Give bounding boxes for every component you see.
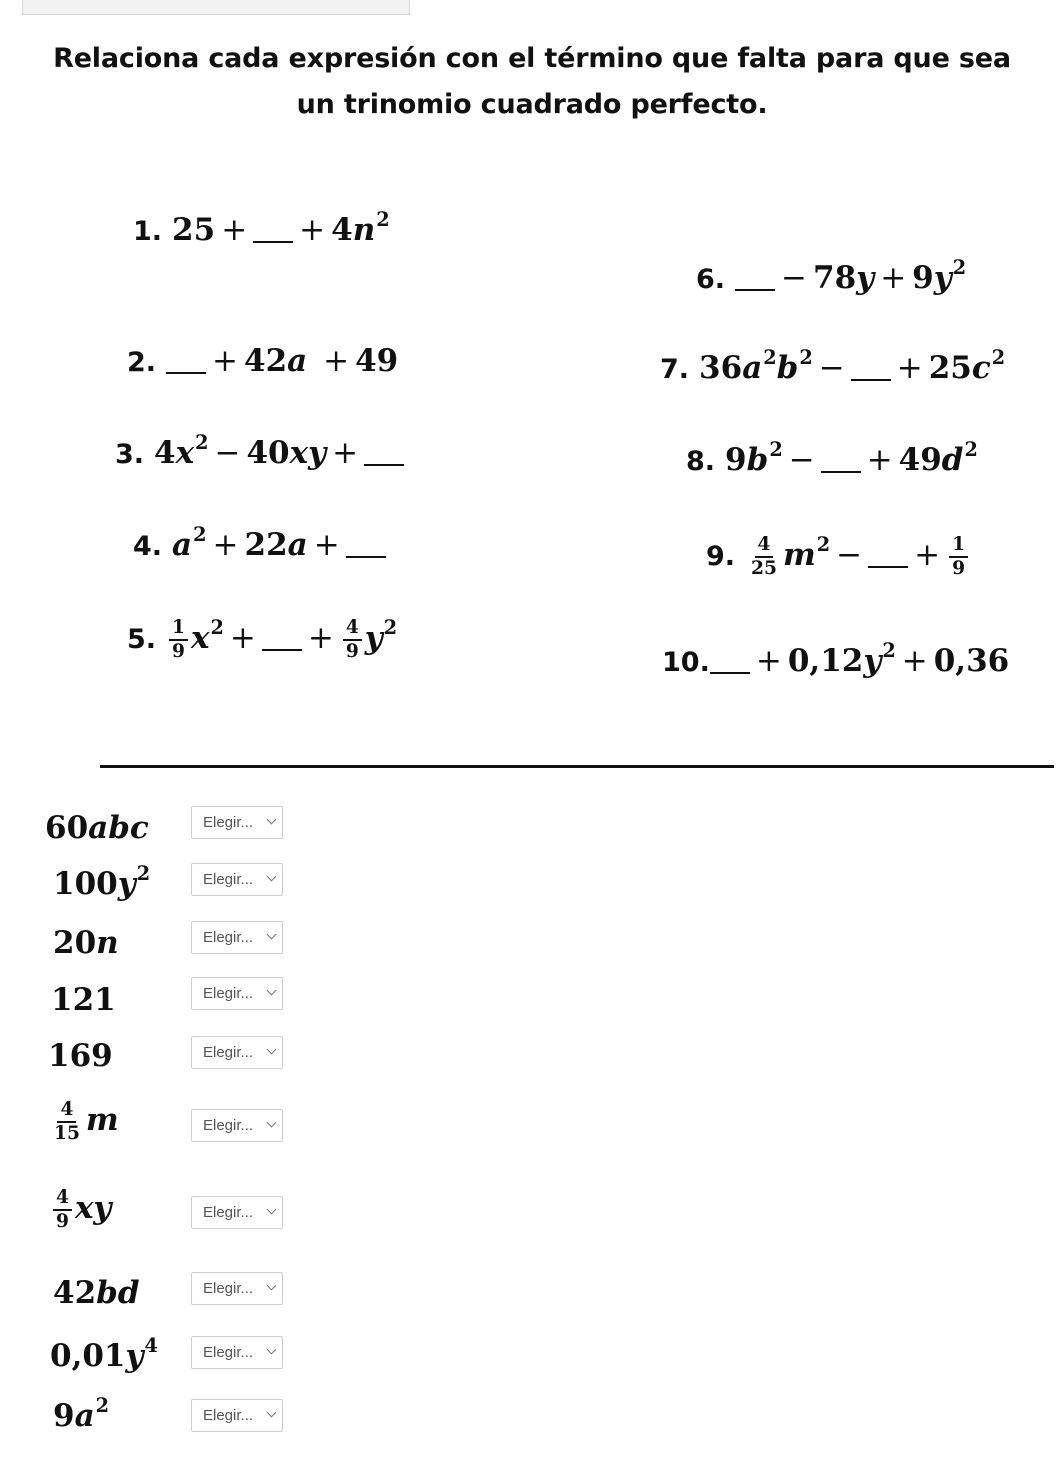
exercise-number: 8. — [686, 446, 716, 477]
instructions-title: Relaciona cada expresión con el término que falta para que sea un trinomio cuadrado perfecto. — [53, 43, 1011, 120]
select-value: Elegir... — [203, 1280, 254, 1297]
exercise-number: 1. — [133, 216, 163, 247]
exercise-number: 2. — [127, 347, 157, 378]
chevron-down-icon — [267, 872, 277, 882]
answer-select-9[interactable] — [191, 1336, 283, 1369]
answer-term-9: $0,01y^4$ — [50, 1333, 158, 1374]
select-value: Elegir... — [203, 1344, 254, 1361]
exercise-8: 8. $9b^2$ − + $49d^2$ — [686, 437, 978, 478]
answer-term-6: $\frac{4}{15}$ m — [54, 1099, 119, 1144]
select-value: Elegir... — [203, 1204, 254, 1221]
answer-blank — [735, 289, 775, 291]
answer-select-8[interactable] — [191, 1272, 283, 1305]
answer-blank — [710, 672, 750, 674]
exercise-number: 10. — [662, 647, 710, 678]
chevron-down-icon — [267, 815, 277, 825]
answer-blank — [851, 379, 891, 381]
chevron-down-icon — [267, 1281, 277, 1291]
select-value: Elegir... — [203, 1407, 254, 1424]
answer-term-1: 60abc — [45, 810, 149, 846]
answer-blank — [253, 241, 293, 243]
answer-term-5: 169 — [48, 1038, 113, 1074]
chevron-down-icon — [267, 1045, 277, 1055]
exercise-number: 7. — [660, 354, 690, 385]
answer-blank — [166, 372, 206, 374]
select-value: Elegir... — [203, 1044, 254, 1061]
exercise-5: 5. $\frac{1}{9}$ $x^2$ + + $\frac{4}{9}$ $y^2$ — [127, 615, 398, 662]
select-value: Elegir... — [203, 929, 254, 946]
top-toolbar-strip — [22, 0, 410, 15]
chevron-down-icon — [267, 1345, 277, 1355]
select-value: Elegir... — [203, 1117, 254, 1134]
chevron-down-icon — [267, 1118, 277, 1128]
chevron-down-icon — [267, 930, 277, 940]
exercise-number: 9. — [706, 541, 736, 573]
exercise-4: 4. $a^2 + 22a$ + — [133, 527, 386, 563]
answer-term-3: 20n — [53, 925, 119, 961]
select-value: Elegir... — [203, 985, 254, 1002]
exercise-3: 3. $4x^2 - 40xy$ + — [115, 435, 404, 471]
section-divider — [100, 765, 1054, 768]
answer-blank — [262, 649, 302, 651]
answer-select-7[interactable] — [191, 1196, 283, 1229]
answer-select-5[interactable] — [191, 1036, 283, 1069]
answer-select-2[interactable] — [191, 863, 283, 896]
chevron-down-icon — [267, 1205, 277, 1215]
chevron-down-icon — [267, 1408, 277, 1418]
answer-select-6[interactable] — [191, 1109, 283, 1142]
chevron-down-icon — [267, 986, 277, 996]
answer-select-10[interactable] — [191, 1399, 283, 1432]
exercise-number: 3. — [115, 439, 145, 470]
exercise-10: 10. + $0,12y^2 + 0,36$ — [662, 638, 1010, 679]
exercise-2: 2. + 42a + 49 — [127, 343, 399, 379]
exercise-number: 4. — [133, 531, 163, 562]
exercise-9: 9. $\frac{4}{25}$ $m^2$ − + $\frac{1}{9}$ — [706, 535, 971, 578]
exercise-7: 7. $36a^2b^2$ − + $25c^2$ — [660, 345, 1006, 386]
answer-term-4: 121 — [51, 982, 116, 1018]
answer-select-3[interactable] — [191, 921, 283, 954]
answer-blank — [346, 556, 386, 558]
answer-blank — [364, 464, 404, 466]
answer-blank — [821, 471, 861, 473]
select-value: Elegir... — [203, 814, 254, 831]
answer-select-1[interactable] — [191, 806, 283, 839]
exercise-number: 6. — [696, 264, 726, 295]
exercise-1: 1. 25 + + $4n^2$ — [133, 207, 390, 248]
answer-term-7: $\frac{4}{9}$ xy — [50, 1188, 111, 1231]
exercise-6: 6. − $78y + 9y^2$ — [696, 255, 967, 296]
answer-blank — [868, 566, 908, 568]
answer-select-4[interactable] — [191, 977, 283, 1010]
select-value: Elegir... — [203, 871, 254, 888]
exercise-number: 5. — [127, 624, 157, 656]
answer-term-10: $9a^2$ — [53, 1393, 110, 1434]
answer-term-2: $100y^2$ — [53, 861, 151, 902]
answer-term-8: 42bd — [53, 1275, 140, 1311]
